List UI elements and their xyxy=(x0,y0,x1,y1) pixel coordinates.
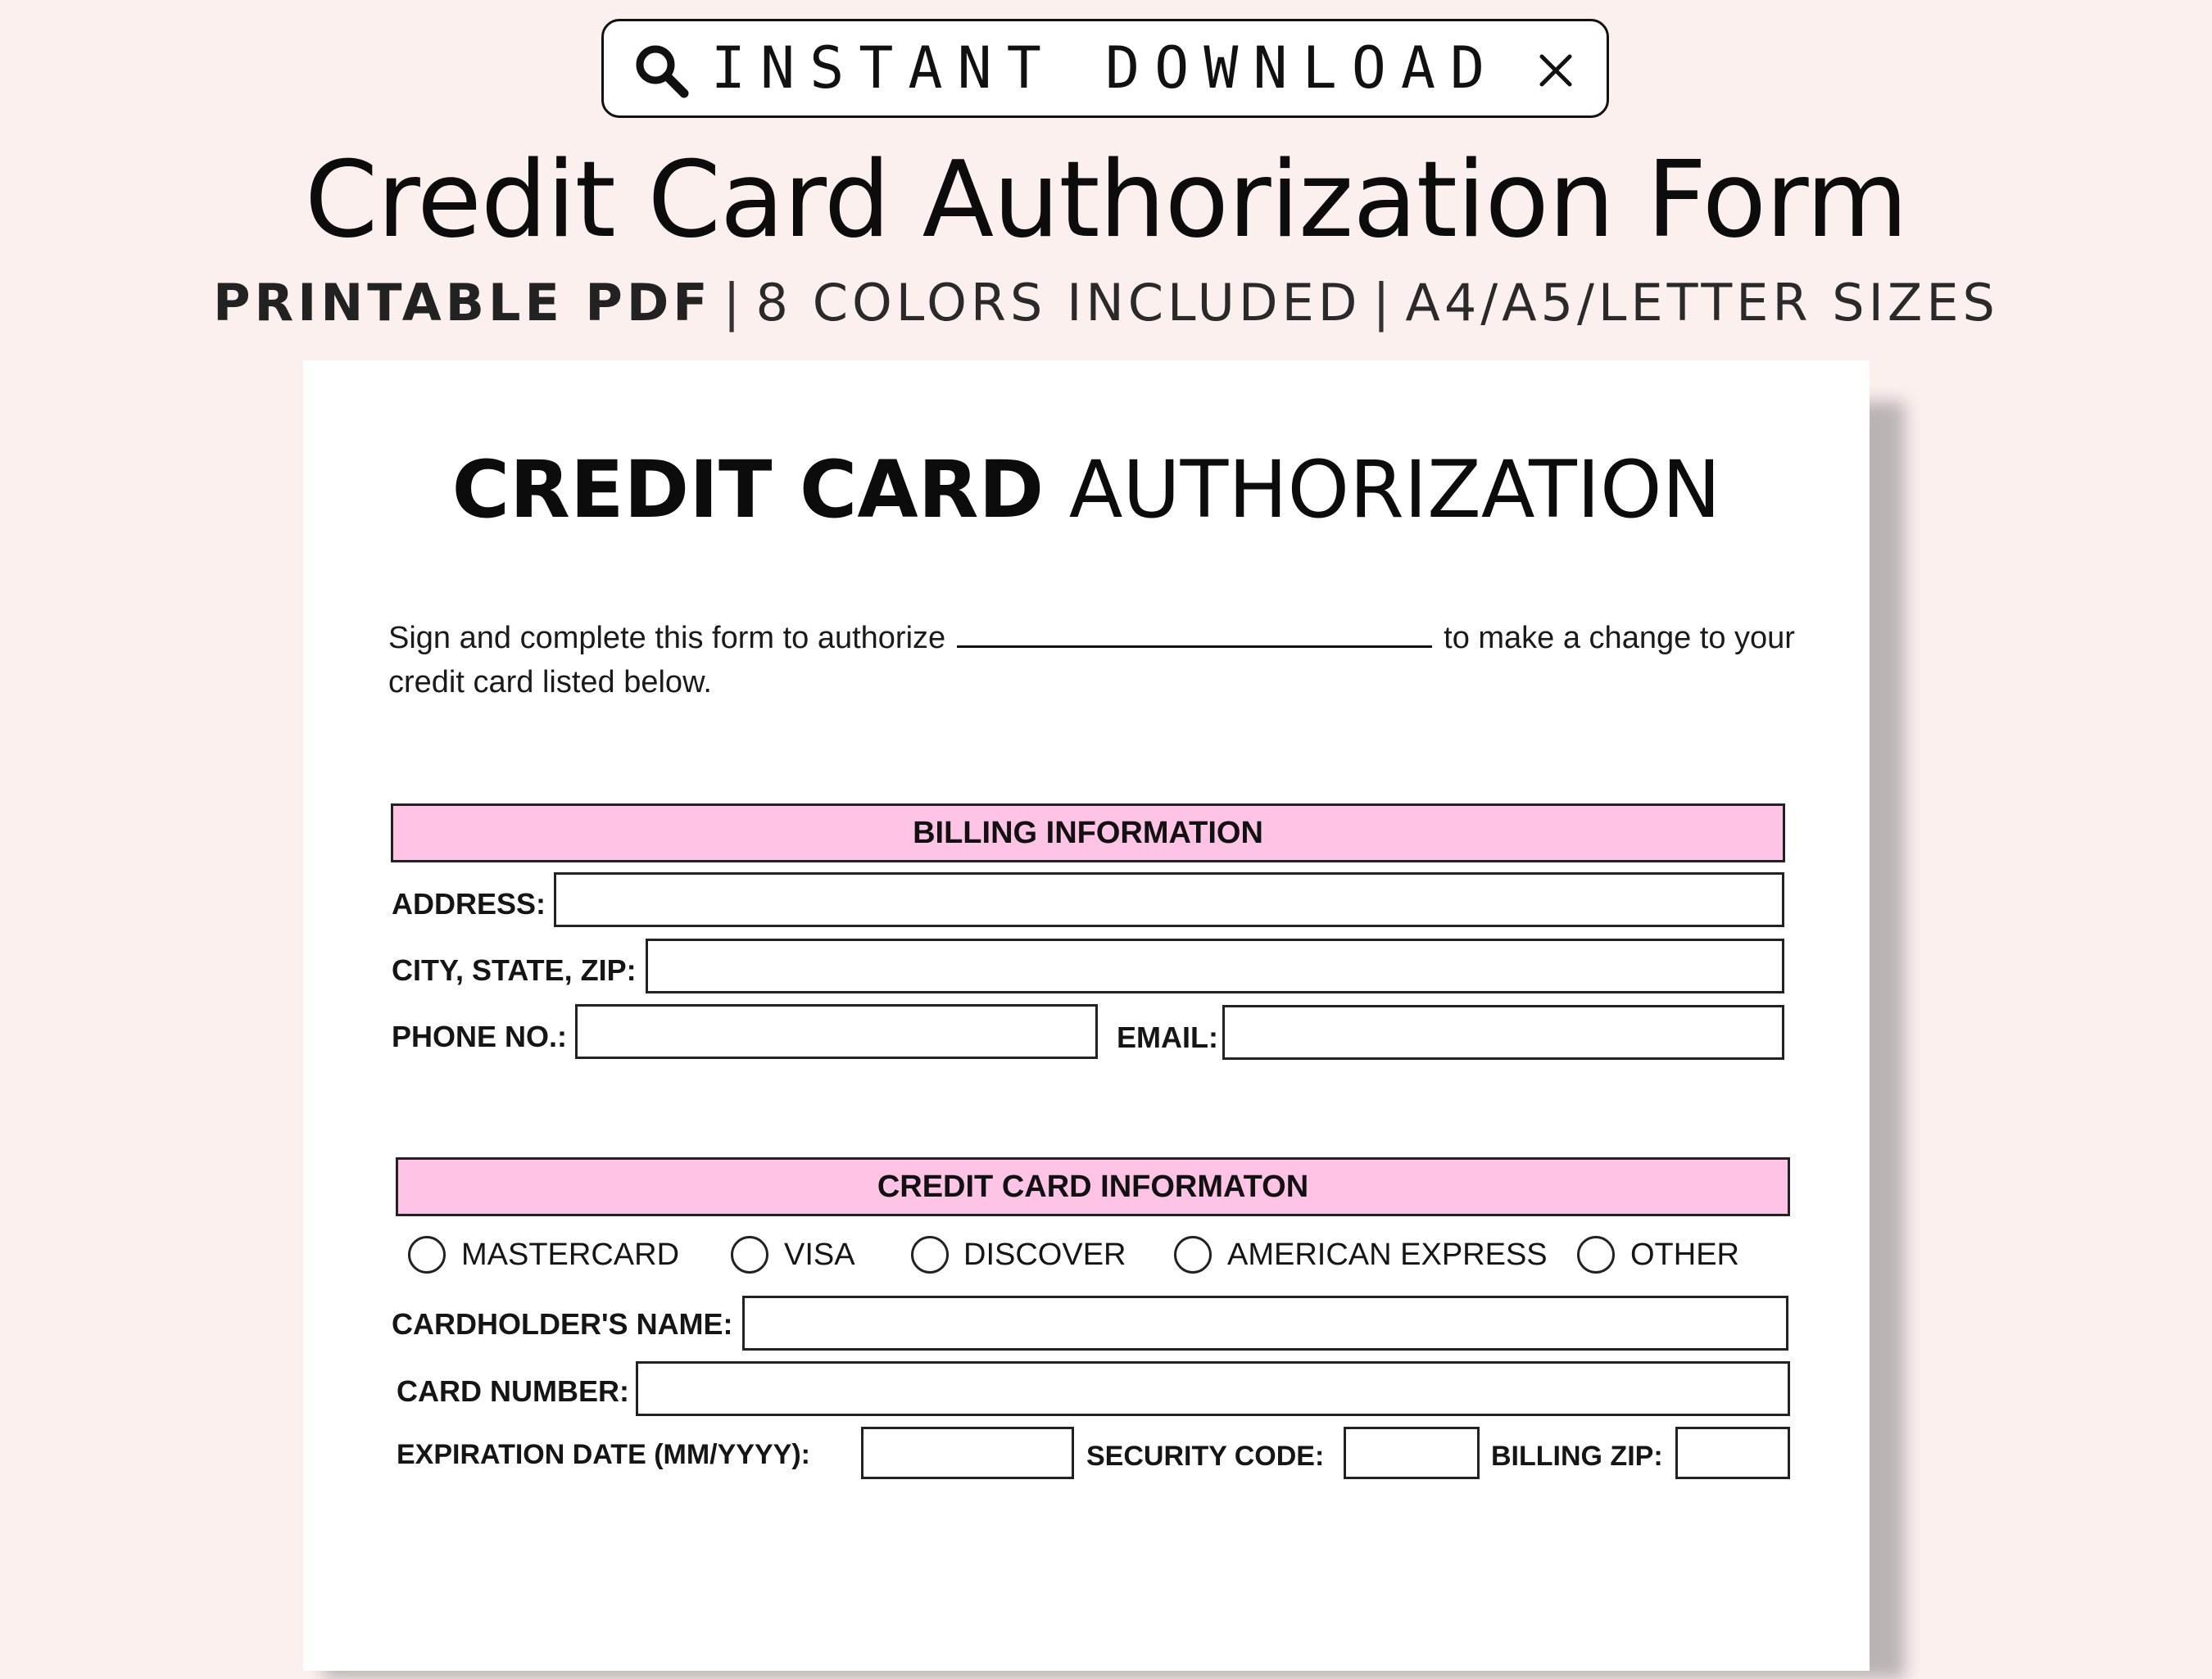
cardholder-name-label: CARDHOLDER'S NAME: xyxy=(392,1307,733,1341)
mastercard-label: MASTERCARD xyxy=(461,1238,680,1272)
email-field[interactable] xyxy=(1222,1005,1784,1060)
visa-label: VISA xyxy=(784,1238,855,1272)
search-text: INSTANT DOWNLOAD xyxy=(710,34,1500,102)
cardholder-name-field[interactable] xyxy=(742,1296,1788,1351)
billing-zip-label: BILLING ZIP: xyxy=(1491,1441,1663,1472)
search-bar[interactable] xyxy=(601,19,1609,118)
american-express-radio[interactable] xyxy=(1174,1236,1212,1274)
expiration-date-field[interactable] xyxy=(861,1427,1074,1479)
form-title-bold: CREDIT CARD xyxy=(451,444,1045,536)
subtitle-colors: 8 COLORS INCLUDED xyxy=(755,273,1362,333)
discover-label: DISCOVER xyxy=(963,1238,1126,1272)
address-field[interactable] xyxy=(554,872,1784,927)
subtitle-separator: | xyxy=(1372,273,1394,333)
subtitle-separator: | xyxy=(723,273,745,333)
card-number-field[interactable] xyxy=(636,1361,1790,1416)
address-label: ADDRESS: xyxy=(392,887,546,921)
page-title: Credit Card Authorization Form xyxy=(304,139,1908,261)
card-header: CREDIT CARD INFORMATON xyxy=(396,1157,1790,1216)
phone-field[interactable] xyxy=(575,1004,1098,1059)
billing-zip-field[interactable] xyxy=(1675,1427,1790,1479)
american-express-label: AMERICAN EXPRESS xyxy=(1227,1238,1548,1272)
authorize-blank[interactable] xyxy=(957,618,1432,648)
subtitle xyxy=(0,270,2212,336)
form-title-regular: AUTHORIZATION xyxy=(1068,444,1721,536)
expiration-date-label: EXPIRATION DATE (MM/YYYY): xyxy=(397,1439,810,1470)
form-sheet xyxy=(303,360,1870,1671)
city-state-zip-field[interactable] xyxy=(646,939,1784,993)
security-code-label: SECURITY CODE: xyxy=(1086,1441,1325,1472)
close-icon[interactable] xyxy=(1534,49,1577,92)
card-number-label: CARD NUMBER: xyxy=(397,1374,629,1408)
phone-label: PHONE NO.: xyxy=(392,1020,568,1053)
intro-after: to make a change to your credit card listed below. xyxy=(388,621,1795,699)
other-label: OTHER xyxy=(1630,1238,1739,1272)
form-title xyxy=(303,441,1870,539)
email-label: EMAIL: xyxy=(1117,1021,1218,1054)
mastercard-radio[interactable] xyxy=(408,1236,446,1274)
subtitle-sizes: A4/A5/LETTER SIZES xyxy=(1405,273,1999,333)
city-state-zip-label: CITY, STATE, ZIP: xyxy=(392,953,637,987)
subtitle-format: PRINTABLE PDF xyxy=(213,273,712,333)
billing-header: BILLING INFORMATION xyxy=(391,803,1785,862)
visa-radio[interactable] xyxy=(731,1236,768,1274)
intro-text xyxy=(388,616,1797,704)
security-code-field[interactable] xyxy=(1344,1427,1480,1479)
discover-radio[interactable] xyxy=(911,1236,949,1274)
intro-before: Sign and complete this form to authorize xyxy=(388,621,946,655)
other-radio[interactable] xyxy=(1577,1236,1615,1274)
